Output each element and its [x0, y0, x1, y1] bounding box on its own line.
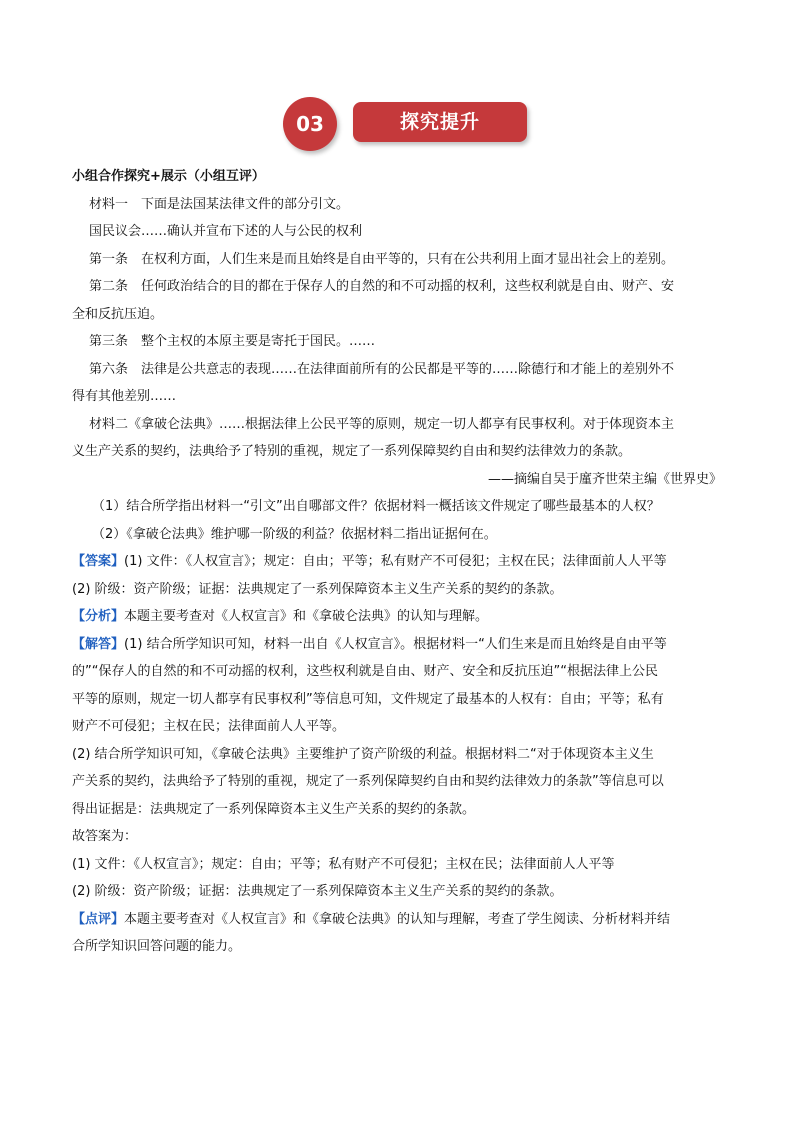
article-two-line2: 全和反抗压迫。 — [72, 306, 164, 322]
comment-text1: 本题主要考查对《人权宣言》和《拿破仑法典》的认知与理解，考查了学生阅读、分析材料并结 — [124, 911, 671, 927]
article-two-line1: 第二条 任何政治结合的目的都在于保存人的自然的和不可动摇的权利，这些权利就是自由、财产、安 — [89, 279, 675, 294]
article-six-line1: 第六条 法律是公共意志的表现……在法律面前所有的公民都是平等的……除德行和才能上的差别外不 — [89, 361, 675, 377]
question-two: （2）《拿破仑法典》维护哪一阶级的利益？依据材料二指出证据何在。 — [92, 526, 497, 542]
answer-tag: 【答案】 — [72, 554, 125, 569]
national-assembly-line: 国民议会……确认并宣布下述的人与公民的权利 — [89, 224, 363, 239]
solution-line5: (2) 结合所学知识可知，《拿破仑法典》主要维护了资产阶级的利益。根据材料二“对于体现资本主义生 — [72, 746, 654, 762]
document-body — [72, 163, 722, 961]
solution-line8: 故答案为： — [72, 829, 138, 844]
solution-line7: 得出证据是：法典规定了一系列保障资本主义生产关系的契约的条款。 — [72, 801, 476, 817]
article-six-line2: 得有其他差别…… — [72, 389, 177, 404]
article-one: 第一条 在权利方面，人们生来是而且始终是自由平等的，只有在公共利用上面才显出社会上的差别。 — [89, 251, 675, 267]
solution-line4: 财产不可侵犯；主权在民；法律面前人人平等。 — [72, 719, 346, 734]
question-one: （1）结合所学指出材料一“引文”出自哪部文件？依据材料一概括该文件规定了哪些最基本的人权？ — [92, 499, 660, 514]
analysis-tag: 【分析】 — [72, 609, 125, 624]
solution-tag: 【解答】 — [72, 636, 125, 652]
material-two-line2: 义生产关系的契约，法典给予了特别的重视，规定了一系列保障契约自由和契约法律效力的条款。 — [72, 444, 632, 459]
analysis-line — [72, 603, 722, 631]
section-title: 探究提升 — [353, 102, 527, 142]
section-heading: 小组合作探究+展示（小组互评） — [72, 169, 265, 184]
answer-text1: (1) 文件：《人权宣言》；规定：自由；平等；私有财产不可侵犯；主权在民；法律面前人人平等 — [124, 554, 667, 569]
solution-line9: (1) 文件：《人权宣言》；规定：自由；平等；私有财产不可侵犯；主权在民；法律面前人人平等 — [72, 856, 615, 872]
section-number-badge: 03 — [283, 97, 337, 151]
material-two-line1: 材料二《拿破仑法典》……根据法律上公民平等的原则，规定一切人都享有民事权利。对于体现资本主 — [89, 416, 675, 432]
comment-line1 — [72, 906, 722, 934]
solution-line1 — [72, 631, 722, 659]
answer-line1 — [72, 548, 722, 576]
material-one-intro: 材料一 下面是法国某法律文件的部分引文。 — [89, 196, 350, 212]
solution-text1: (1) 结合所学知识可知，材料一出自《人权宣言》。根据材料一“人们生来是而且始终是自由平等 — [124, 636, 667, 652]
solution-line3: 平等的原则，规定一切人都享有民事权利”等信息可知，文件规定了最基本的人权有：自由；平等；私有 — [72, 691, 664, 707]
comment-tag: 【点评】 — [72, 911, 125, 927]
article-three: 第三条 整个主权的本原主要是寄托于国民。…… — [89, 334, 376, 349]
solution-line10: (2) 阶级：资产阶级；证据：法典规定了一系列保障资本主义生产关系的契约的条款。 — [72, 884, 563, 899]
comment-line2: 合所学知识回答问题的能力。 — [72, 939, 242, 954]
material-source: ——摘编自吴于廑齐世荣主编《世界史》 — [487, 471, 722, 487]
section-header — [283, 97, 543, 151]
solution-line2: 的”“保存人的自然的和不可动摇的权利，这些权利就是自由、财产、安全和反抗压迫”“根据法律上公民 — [72, 664, 658, 679]
answer-line2: (2) 阶级：资产阶级；证据：法典规定了一系列保障资本主义生产关系的契约的条款。 — [72, 581, 563, 597]
analysis-text: 本题主要考查对《人权宣言》和《拿破仑法典》的认知与理解。 — [124, 609, 489, 624]
solution-line6: 产关系的契约，法典给予了特别的重视，规定了一系列保障契约自由和契约法律效力的条款”等信息可以 — [72, 774, 664, 789]
